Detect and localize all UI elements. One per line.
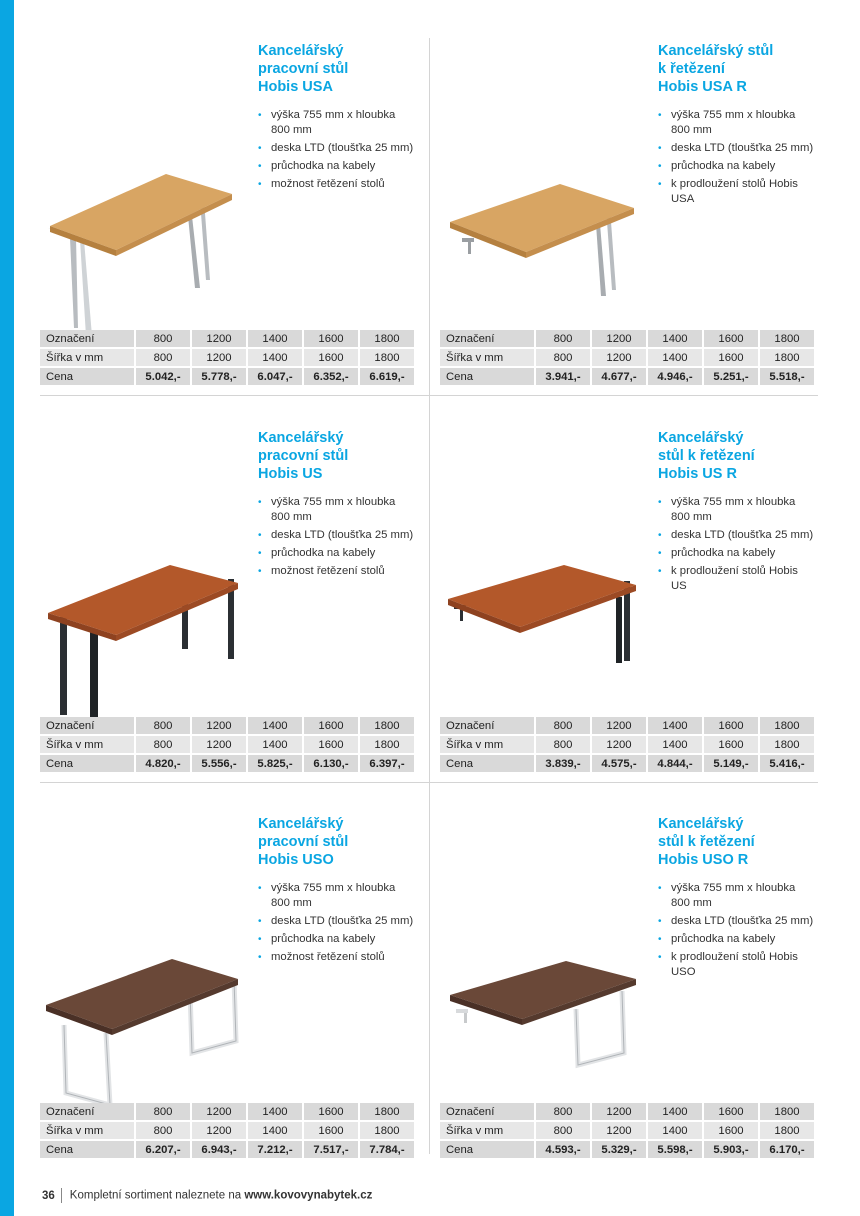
table-label-sirka: Šířka v mm	[440, 1121, 535, 1140]
code-cell: 1400	[647, 717, 703, 735]
price-cell: 4.820,-	[135, 754, 191, 773]
feature-item: • průchodka na kabely	[658, 932, 816, 947]
feature-item: • k prodloužení stolů Hobis USO	[658, 950, 816, 980]
feature-list	[258, 108, 416, 195]
accent-sidebar	[0, 0, 14, 1216]
table-label-cena: Cena	[440, 1140, 535, 1159]
width-cell: 800	[535, 348, 591, 367]
code-cell: 800	[535, 717, 591, 735]
width-cell: 1600	[703, 1121, 759, 1140]
feature-item: • k prodloužení stolů Hobis USA	[658, 177, 816, 207]
desk-image-hobis-usa	[40, 100, 240, 340]
price-cell: 4.593,-	[535, 1140, 591, 1159]
width-cell: 1600	[703, 348, 759, 367]
width-cell: 1600	[303, 348, 359, 367]
width-cell: 800	[535, 1121, 591, 1140]
page-footer	[42, 1188, 372, 1203]
table-label-sirka: Šířka v mm	[440, 348, 535, 367]
price-cell: 6.619,-	[359, 367, 415, 386]
code-cell: 1600	[303, 330, 359, 348]
width-cell: 1400	[247, 735, 303, 754]
feature-item: • výška 755 mm x hloubka 800 mm	[658, 108, 816, 138]
feature-list	[658, 881, 816, 983]
code-cell: 1600	[703, 1103, 759, 1121]
width-cell: 1800	[759, 735, 815, 754]
feature-item: • deska LTD (tloušťka 25 mm)	[658, 528, 816, 543]
code-cell: 1400	[247, 1103, 303, 1121]
price-cell: 7.212,-	[247, 1140, 303, 1159]
width-cell: 1200	[191, 735, 247, 754]
width-cell: 1800	[359, 735, 415, 754]
width-cell: 1200	[591, 1121, 647, 1140]
feature-item: • deska LTD (tloušťka 25 mm)	[658, 141, 816, 156]
width-cell: 1400	[647, 1121, 703, 1140]
page-number: 36	[42, 1189, 55, 1202]
product-title: Kancelářský stůl k řetězení Hobis USO R	[658, 816, 755, 868]
feature-item: • průchodka na kabely	[658, 546, 816, 561]
feature-item: • výška 755 mm x hloubka 800 mm	[658, 881, 816, 911]
feature-item: • výška 755 mm x hloubka 800 mm	[258, 108, 416, 138]
price-cell: 5.556,-	[191, 754, 247, 773]
width-cell: 1400	[647, 348, 703, 367]
price-cell: 7.517,-	[303, 1140, 359, 1159]
width-cell: 800	[535, 735, 591, 754]
price-cell: 5.251,-	[703, 367, 759, 386]
table-label-cena: Cena	[440, 367, 535, 386]
product-card-hobis-uso-r	[440, 813, 816, 1163]
price-cell: 5.598,-	[647, 1140, 703, 1159]
footer-separator	[61, 1188, 62, 1203]
table-label-oznaceni: Označení	[40, 330, 135, 348]
price-cell: 5.329,-	[591, 1140, 647, 1159]
code-cell: 1200	[191, 1103, 247, 1121]
code-cell: 1400	[647, 330, 703, 348]
code-cell: 800	[535, 1103, 591, 1121]
price-cell: 5.518,-	[759, 367, 815, 386]
code-cell: 1800	[359, 1103, 415, 1121]
feature-item: • možnost řetězení stolů	[258, 950, 416, 965]
table-label-oznaceni: Označení	[40, 1103, 135, 1121]
price-cell: 3.839,-	[535, 754, 591, 773]
feature-item: • průchodka na kabely	[258, 932, 416, 947]
price-cell: 6.352,-	[303, 367, 359, 386]
code-cell: 800	[135, 330, 191, 348]
code-cell: 800	[135, 1103, 191, 1121]
feature-item: • deska LTD (tloušťka 25 mm)	[258, 141, 416, 156]
code-cell: 1200	[591, 330, 647, 348]
feature-item: • výška 755 mm x hloubka 800 mm	[258, 495, 416, 525]
desk-image-hobis-uso-r	[440, 873, 640, 1113]
table-label-oznaceni: Označení	[40, 717, 135, 735]
price-table	[40, 717, 416, 774]
width-cell: 1600	[303, 735, 359, 754]
product-title: Kancelářský pracovní stůl Hobis US	[258, 430, 349, 482]
table-label-cena: Cena	[40, 367, 135, 386]
price-table	[40, 330, 416, 387]
desk-image-hobis-uso	[40, 873, 240, 1113]
feature-item: • průchodka na kabely	[258, 546, 416, 561]
feature-item: • možnost řetězení stolů	[258, 564, 416, 579]
table-label-oznaceni: Označení	[440, 330, 535, 348]
price-cell: 4.844,-	[647, 754, 703, 773]
price-cell: 6.047,-	[247, 367, 303, 386]
feature-item: • k prodloužení stolů Hobis US	[658, 564, 816, 594]
row-divider-2	[40, 782, 818, 783]
product-card-hobis-usa	[40, 40, 416, 390]
width-cell: 1800	[359, 1121, 415, 1140]
product-card-hobis-us	[40, 427, 416, 777]
code-cell: 1400	[247, 330, 303, 348]
feature-list	[258, 881, 416, 968]
code-cell: 1200	[591, 717, 647, 735]
code-cell: 1600	[703, 717, 759, 735]
code-cell: 1600	[303, 717, 359, 735]
feature-list	[258, 495, 416, 582]
feature-list	[658, 495, 816, 597]
price-cell: 5.042,-	[135, 367, 191, 386]
code-cell: 1200	[191, 717, 247, 735]
width-cell: 1400	[247, 1121, 303, 1140]
width-cell: 1600	[703, 735, 759, 754]
price-cell: 5.149,-	[703, 754, 759, 773]
width-cell: 1200	[191, 348, 247, 367]
feature-item: • deska LTD (tloušťka 25 mm)	[258, 914, 416, 929]
table-label-oznaceni: Označení	[440, 1103, 535, 1121]
price-cell: 6.397,-	[359, 754, 415, 773]
product-card-hobis-usa-r	[440, 40, 816, 390]
desk-image-hobis-usa-r	[440, 100, 640, 340]
table-label-cena: Cena	[440, 754, 535, 773]
code-cell: 1200	[191, 330, 247, 348]
price-cell: 6.130,-	[303, 754, 359, 773]
code-cell: 1800	[359, 330, 415, 348]
feature-list	[658, 108, 816, 210]
code-cell: 1600	[303, 1103, 359, 1121]
code-cell: 1800	[759, 1103, 815, 1121]
desk-image-hobis-us	[40, 487, 240, 727]
product-title: Kancelářský stůl k řetězení Hobis USA R	[658, 43, 774, 95]
feature-item: • možnost řetězení stolů	[258, 177, 416, 192]
table-label-sirka: Šířka v mm	[40, 348, 135, 367]
row-divider-1	[40, 395, 818, 396]
code-cell: 800	[535, 330, 591, 348]
width-cell: 1200	[191, 1121, 247, 1140]
width-cell: 1200	[591, 348, 647, 367]
code-cell: 1800	[759, 330, 815, 348]
width-cell: 1200	[591, 735, 647, 754]
product-card-hobis-us-r	[440, 427, 816, 777]
table-label-oznaceni: Označení	[440, 717, 535, 735]
width-cell: 800	[135, 348, 191, 367]
width-cell: 1800	[759, 1121, 815, 1140]
column-divider	[429, 38, 430, 1154]
width-cell: 1400	[647, 735, 703, 754]
feature-item: • deska LTD (tloušťka 25 mm)	[658, 914, 816, 929]
code-cell: 1600	[703, 330, 759, 348]
product-title: Kancelářský pracovní stůl Hobis USO	[258, 816, 349, 868]
price-cell: 6.943,-	[191, 1140, 247, 1159]
price-cell: 4.677,-	[591, 367, 647, 386]
price-cell: 4.575,-	[591, 754, 647, 773]
feature-item: • výška 755 mm x hloubka 800 mm	[658, 495, 816, 525]
price-table	[40, 1103, 416, 1160]
price-cell: 5.825,-	[247, 754, 303, 773]
product-title: Kancelářský stůl k řetězení Hobis US R	[658, 430, 755, 482]
width-cell: 1800	[759, 348, 815, 367]
table-label-cena: Cena	[40, 754, 135, 773]
price-cell: 5.903,-	[703, 1140, 759, 1159]
code-cell: 1800	[359, 717, 415, 735]
desk-image-hobis-us-r	[440, 487, 640, 727]
price-table	[440, 330, 816, 387]
width-cell: 800	[135, 1121, 191, 1140]
price-cell: 5.416,-	[759, 754, 815, 773]
code-cell: 800	[135, 717, 191, 735]
feature-item: • průchodka na kabely	[258, 159, 416, 174]
product-title: Kancelářský pracovní stůl Hobis USA	[258, 43, 349, 95]
code-cell: 1800	[759, 717, 815, 735]
table-label-sirka: Šířka v mm	[40, 735, 135, 754]
footer-text: Kompletní sortiment naleznete na	[69, 1189, 242, 1202]
table-label-sirka: Šířka v mm	[440, 735, 535, 754]
price-cell: 4.946,-	[647, 367, 703, 386]
feature-item: • průchodka na kabely	[658, 159, 816, 174]
width-cell: 1600	[303, 1121, 359, 1140]
code-cell: 1200	[591, 1103, 647, 1121]
width-cell: 1800	[359, 348, 415, 367]
price-cell: 7.784,-	[359, 1140, 415, 1159]
price-table	[440, 1103, 816, 1160]
price-cell: 6.207,-	[135, 1140, 191, 1159]
footer-website-link[interactable]: www.kovovynabytek.cz	[244, 1189, 373, 1202]
price-table	[440, 717, 816, 774]
price-cell: 6.170,-	[759, 1140, 815, 1159]
table-label-sirka: Šířka v mm	[40, 1121, 135, 1140]
product-card-hobis-uso	[40, 813, 416, 1163]
feature-item: • deska LTD (tloušťka 25 mm)	[258, 528, 416, 543]
price-cell: 5.778,-	[191, 367, 247, 386]
width-cell: 1400	[247, 348, 303, 367]
code-cell: 1400	[647, 1103, 703, 1121]
price-cell: 3.941,-	[535, 367, 591, 386]
table-label-cena: Cena	[40, 1140, 135, 1159]
width-cell: 800	[135, 735, 191, 754]
feature-item: • výška 755 mm x hloubka 800 mm	[258, 881, 416, 911]
code-cell: 1400	[247, 717, 303, 735]
